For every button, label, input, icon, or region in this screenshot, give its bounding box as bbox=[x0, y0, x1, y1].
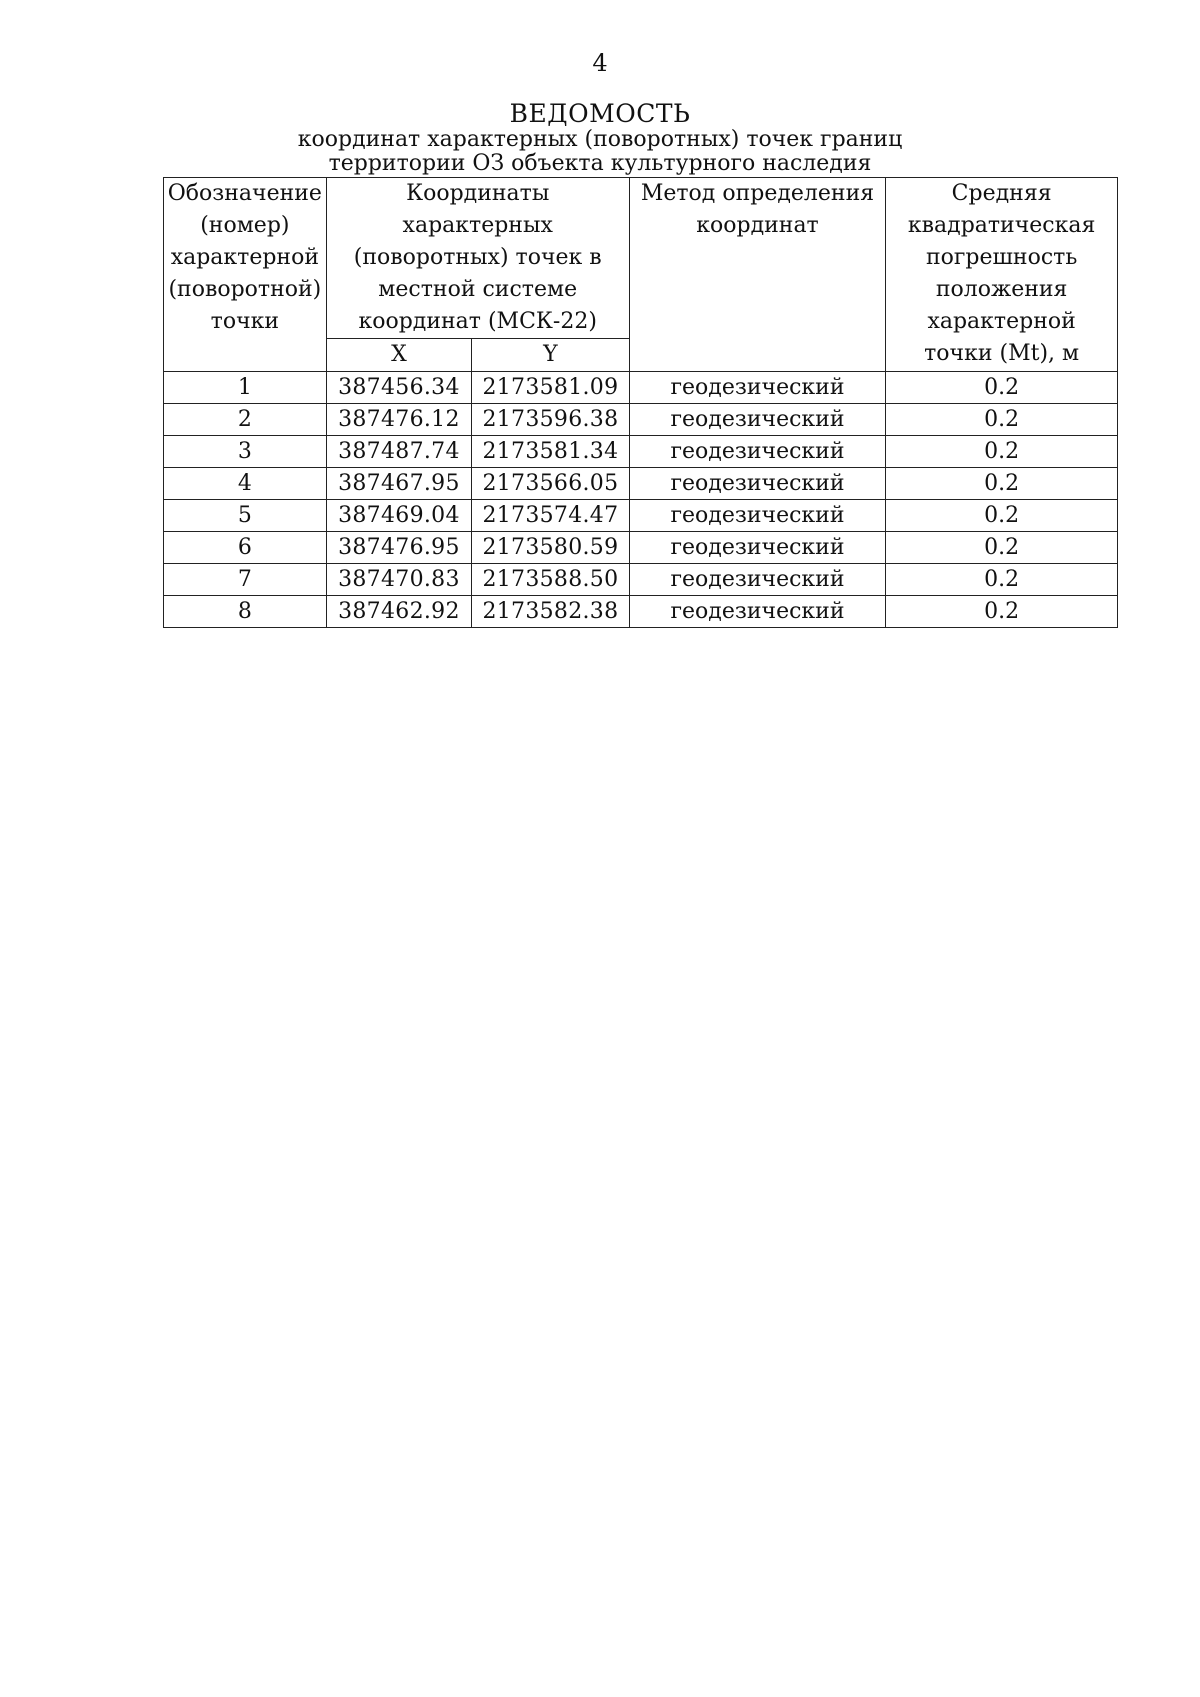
header-coordinates bbox=[326, 178, 629, 339]
method: геодезический bbox=[629, 372, 886, 404]
header-point-line: (номер) bbox=[200, 213, 290, 238]
coord-x: 387470.83 bbox=[326, 564, 471, 596]
page-number: 4 bbox=[592, 49, 608, 77]
point-number: 4 bbox=[164, 468, 327, 500]
coordinates-table bbox=[163, 177, 1118, 628]
coord-x: 387467.95 bbox=[326, 468, 471, 500]
method: геодезический bbox=[629, 596, 886, 628]
coord-y: 2173566.05 bbox=[472, 468, 630, 500]
coord-x: 387476.95 bbox=[326, 532, 471, 564]
header-error-line: точки (Mt), м bbox=[924, 341, 1080, 366]
coord-x: 387487.74 bbox=[326, 436, 471, 468]
error-value: 0.2 bbox=[886, 372, 1118, 404]
point-number: 1 bbox=[164, 372, 327, 404]
coord-y: 2173574.47 bbox=[472, 500, 630, 532]
coord-y: 2173588.50 bbox=[472, 564, 630, 596]
method: геодезический bbox=[629, 500, 886, 532]
coord-y: 2173581.34 bbox=[472, 436, 630, 468]
table-row bbox=[164, 372, 1118, 404]
header-x: X bbox=[326, 339, 471, 372]
header-method bbox=[629, 178, 886, 372]
table-row bbox=[164, 564, 1118, 596]
table-row bbox=[164, 596, 1118, 628]
header-coords-line: Координаты bbox=[406, 181, 550, 206]
method: геодезический bbox=[629, 436, 886, 468]
coord-y: 2173582.38 bbox=[472, 596, 630, 628]
method: геодезический bbox=[629, 532, 886, 564]
point-number: 5 bbox=[164, 500, 327, 532]
header-point-line: (поворотной) bbox=[168, 277, 322, 302]
coord-x: 387476.12 bbox=[326, 404, 471, 436]
error-value: 0.2 bbox=[886, 596, 1118, 628]
method: геодезический bbox=[629, 564, 886, 596]
table-row bbox=[164, 468, 1118, 500]
method: геодезический bbox=[629, 468, 886, 500]
header-error-line: характерной bbox=[927, 309, 1076, 334]
table-row bbox=[164, 532, 1118, 564]
coord-y: 2173580.59 bbox=[472, 532, 630, 564]
error-value: 0.2 bbox=[886, 404, 1118, 436]
header-point-line: точки bbox=[210, 309, 280, 334]
point-number: 2 bbox=[164, 404, 327, 436]
point-number: 3 bbox=[164, 436, 327, 468]
header-point-line: характерной bbox=[170, 245, 320, 270]
point-number: 8 bbox=[164, 596, 327, 628]
coord-x: 387469.04 bbox=[326, 500, 471, 532]
header-coords-line: местной системе bbox=[378, 277, 578, 302]
coord-y: 2173581.09 bbox=[472, 372, 630, 404]
point-number: 7 bbox=[164, 564, 327, 596]
header-method-line: Метод определения bbox=[640, 181, 875, 206]
document-subtitle-line-2: территории ОЗ объекта культурного наследия bbox=[328, 151, 872, 176]
header-error-line: положения bbox=[935, 277, 1068, 302]
header-point-designation bbox=[164, 178, 327, 372]
error-value: 0.2 bbox=[886, 564, 1118, 596]
header-method-line: координат bbox=[696, 213, 819, 238]
header-coords-line: координат (МСК-22) bbox=[358, 309, 597, 334]
header-y: Y bbox=[472, 339, 630, 372]
header-coords-line: (поворотных) точек в bbox=[353, 245, 602, 270]
error-value: 0.2 bbox=[886, 468, 1118, 500]
header-error-line: квадратическая bbox=[907, 213, 1096, 238]
coord-x: 387462.92 bbox=[326, 596, 471, 628]
document-title: ВЕДОМОСТЬ bbox=[509, 99, 691, 128]
coord-x: 387456.34 bbox=[326, 372, 471, 404]
error-value: 0.2 bbox=[886, 436, 1118, 468]
coord-y: 2173596.38 bbox=[472, 404, 630, 436]
table-row bbox=[164, 500, 1118, 532]
document-subtitle-line-1: координат характерных (поворотных) точек границ bbox=[297, 127, 903, 152]
table-row bbox=[164, 404, 1118, 436]
header-point-line: Обозначение bbox=[167, 181, 322, 206]
header-error-line: Средняя bbox=[951, 181, 1052, 206]
point-number: 6 bbox=[164, 532, 327, 564]
header-coords-line: характерных bbox=[402, 213, 553, 238]
error-value: 0.2 bbox=[886, 532, 1118, 564]
method: геодезический bbox=[629, 404, 886, 436]
table-row bbox=[164, 436, 1118, 468]
header-mean-square-error bbox=[886, 178, 1118, 372]
header-error-line: погрешность bbox=[925, 245, 1078, 270]
error-value: 0.2 bbox=[886, 500, 1118, 532]
